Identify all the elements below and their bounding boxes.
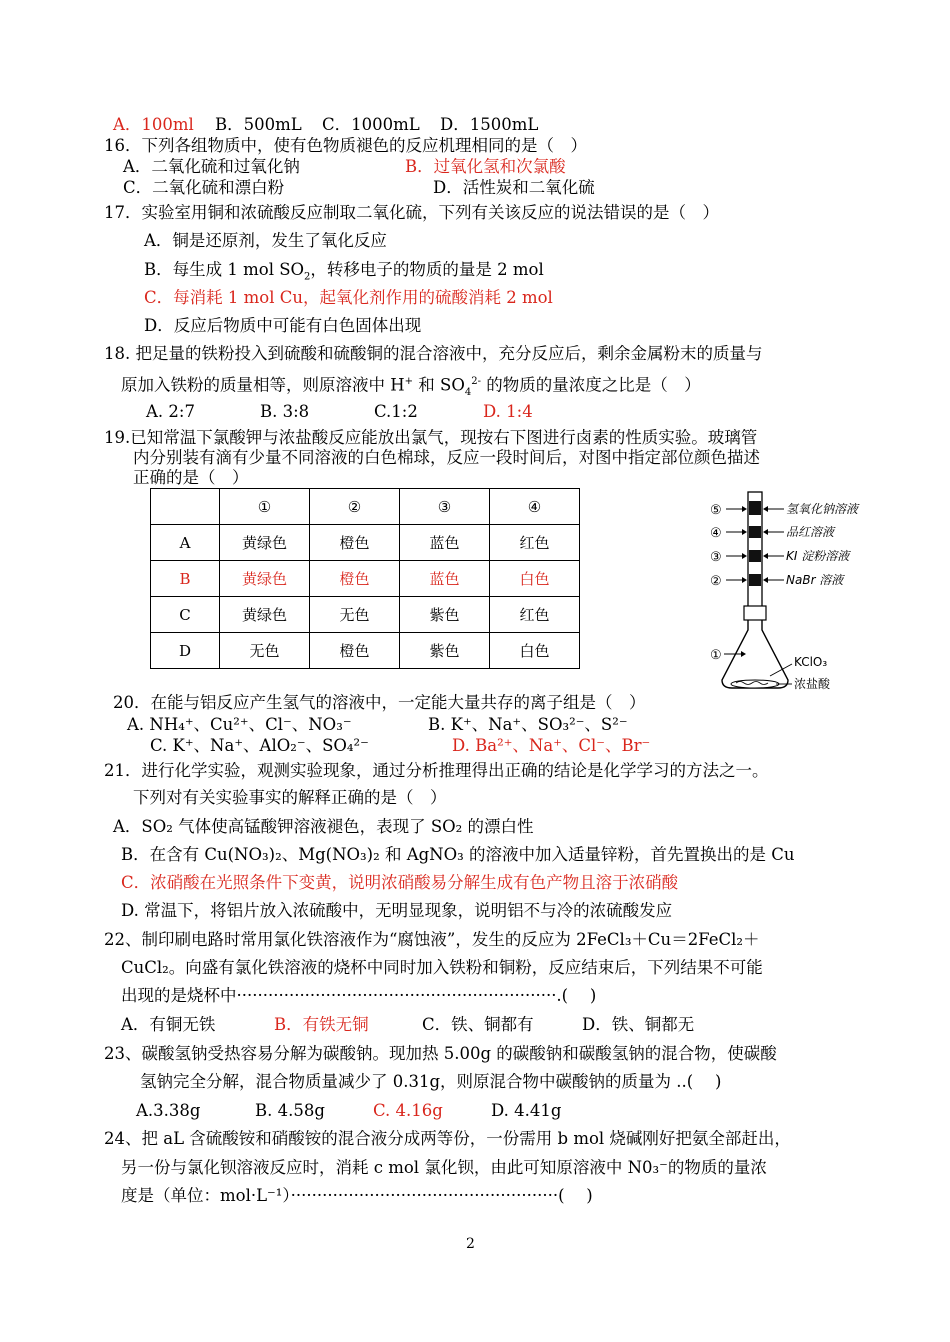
- q19-line1: 19.已知常温下氯酸钾与浓盐酸反应能放出氯气，现按右下图进行卤素的性质实验。玻璃管: [104, 428, 758, 447]
- q19-line3: 正确的是（ ）: [133, 468, 249, 487]
- q22-line2: CuCl₂。向盛有氯化铁溶液的烧杯中同时加入铁粉和铜粉，反应结束后，下列结果不可能: [121, 958, 763, 977]
- table-cell: 无色: [310, 597, 400, 633]
- q17-option-d: D．反应后物质中可能有白色固体出现: [144, 316, 422, 335]
- q21-option-d: D. 常温下，将铝片放入浓硫酸中，无明显现象，说明铝不与冷的浓硫酸发应: [121, 901, 673, 920]
- table-cell: ②: [310, 489, 400, 525]
- table-cell: A: [151, 525, 220, 561]
- q19-line2: 内分别装有滴有少量不同溶液的白色棉球，反应一段时间后，对图中指定部位颜色描述: [133, 448, 760, 467]
- table-cell: 白色: [490, 633, 580, 669]
- q23-option-d: D. 4.41g: [491, 1101, 562, 1120]
- label-4: ④: [710, 526, 722, 541]
- q18-option-c: C.1:2: [374, 402, 418, 421]
- halogen-apparatus-figure: [708, 488, 888, 698]
- label-5: ⑤: [710, 503, 722, 518]
- q17-option-c: C．每消耗 1 mol Cu，起氧化剂作用的硫酸消耗 2 mol: [144, 288, 553, 307]
- q20-option-b: B. K⁺、Na⁺、SO₃²⁻、S²⁻: [428, 715, 628, 734]
- q21-option-b: B．在含有 Cu(NO₃)₂、Mg(NO₃)₂ 和 AgNO₃ 的溶液中加入适量锌粉，首先置换出的是 Cu: [121, 845, 795, 864]
- q18-option-d: D. 1:4: [483, 402, 533, 421]
- q17-option-b: B．每生成 1 mol $SO_2$，转移电子的物质的量是 2 mol: [144, 260, 544, 283]
- q18-line1: 18. 把足量的铁粉投入到硫酸和硫酸铜的混合溶液中，充分反应后，剩余金属粉末的质量与: [104, 344, 763, 363]
- table-cell: ④: [490, 489, 580, 525]
- q24-line1: 24、把 aL 含硫酸铵和硝酸铵的混合液分成两等份，一份需用 b mol 烧碱刚好把氨全部赶出，: [104, 1129, 791, 1148]
- table-cell: C: [151, 597, 220, 633]
- q17-stem: 17．实验室用铜和浓硫酸反应制取二氧化硫，下列有关该反应的说法错误的是（ ）: [104, 203, 719, 222]
- table-cell: B: [151, 561, 220, 597]
- q16-stem: 16．下列各组物质中，使有色物质褪色的反应机理相同的是（ ）: [104, 136, 587, 155]
- nabr-label: NaBr 溶液: [786, 573, 844, 587]
- kclo3-label: KClO₃: [794, 655, 828, 669]
- label-3: ③: [710, 550, 722, 565]
- q16-option-b: B．过氧化氢和次氯酸: [405, 157, 566, 176]
- table-header-row: [151, 489, 580, 525]
- q15-option-d: D．1500mL: [440, 115, 539, 134]
- q15-option-a: A．100ml: [113, 115, 194, 134]
- q17-option-a: A．铜是还原剂，发生了氧化反应: [144, 231, 387, 250]
- q22-line3: 出现的是烧杯中·····························································.( ): [121, 986, 597, 1005]
- conc-hcl-label: 浓盐酸: [794, 677, 831, 691]
- q20-option-a: A. NH₄⁺、Cu²⁺、Cl⁻、NO₃⁻: [127, 715, 352, 734]
- q22-option-d: D．铁、铜都无: [582, 1015, 695, 1034]
- table-cell: 蓝色: [400, 561, 490, 597]
- q21-option-c: C．浓硝酸在光照条件下变黄，说明浓硝酸易分解生成有色产物且溶于浓硝酸: [121, 873, 679, 892]
- q21-line1: 21．进行化学实验，观测实验现象，通过分析推理得出正确的结论是化学学习的方法之一。: [104, 761, 769, 780]
- ki-starch-label: KI 淀粉溶液: [786, 549, 850, 563]
- q18-option-b: B. 3:8: [260, 402, 310, 421]
- table-cell: ①: [220, 489, 310, 525]
- q20-stem: 20．在能与铝反应产生氢气的溶液中，一定能大量共存的离子组是（ ）: [113, 693, 646, 712]
- table-cell: 紫色: [400, 597, 490, 633]
- q23-line2: 氢钠完全分解，混合物质量减少了 0.31g，则原混合物中碳酸钠的质量为 ..( ): [140, 1072, 722, 1091]
- q22-line1: 22、制印刷电路时常用氯化铁溶液作为“腐蚀液”，发生的反应为 2FeCl₃＋Cu＝2FeCl₂＋: [104, 930, 760, 949]
- q23-option-a: A.3.38g: [136, 1101, 201, 1120]
- label-1: ①: [710, 648, 722, 663]
- q20-option-c: C. K⁺、Na⁺、AlO₂⁻、SO₄²⁻: [150, 736, 369, 755]
- table-cell: ③: [400, 489, 490, 525]
- table-cell: [151, 489, 220, 525]
- table-row: [151, 525, 580, 561]
- q18-line2: 原加入铁粉的质量相等，则原溶液中 H+ 和 $SO_4^{2-}$ 的物质的量浓度之比是（ ）: [121, 375, 701, 398]
- table-cell: 黄绿色: [220, 597, 310, 633]
- q18-option-a: A. 2:7: [146, 402, 195, 421]
- table-row: [151, 633, 580, 669]
- table-cell: 橙色: [310, 525, 400, 561]
- q23-option-c: C. 4.16g: [373, 1101, 443, 1120]
- q22-option-c: C．铁、铜都有: [422, 1015, 534, 1034]
- q20-option-d: D. Ba²⁺、Na⁺、Cl⁻、Br⁻: [452, 736, 651, 755]
- q16-option-d: D．活性炭和二氧化硫: [433, 178, 595, 197]
- table-cell: D: [151, 633, 220, 669]
- table-cell: 黄绿色: [220, 561, 310, 597]
- table-row: [151, 597, 580, 633]
- table-cell: 橙色: [310, 561, 400, 597]
- q24-line3: 度是（单位：mol·L⁻¹）···················································( ): [121, 1186, 593, 1205]
- q23-option-b: B. 4.58g: [255, 1101, 325, 1120]
- naoh-label: 氢氧化钠溶液: [786, 502, 859, 516]
- table-cell: 无色: [220, 633, 310, 669]
- q22-option-a: A．有铜无铁: [121, 1015, 216, 1034]
- table-cell: 紫色: [400, 633, 490, 669]
- table-row-answer: [151, 561, 580, 597]
- q24-line2: 另一份与氯化钡溶液反应时，消耗 c mol 氯化钡，由此可知原溶液中 N0₃⁻的物质的量浓: [121, 1158, 767, 1177]
- table-cell: 红色: [490, 597, 580, 633]
- label-2: ②: [710, 574, 722, 589]
- page-number: 2: [466, 1236, 475, 1252]
- table-cell: 橙色: [310, 633, 400, 669]
- q15-option-b: B．500mL: [215, 115, 302, 134]
- q16-option-c: C．二氧化硫和漂白粉: [123, 178, 285, 197]
- table-cell: 白色: [490, 561, 580, 597]
- table-cell: 红色: [490, 525, 580, 561]
- q21-option-a: A．SO₂ 气体使高锰酸钾溶液褪色，表现了 SO₂ 的漂白性: [113, 817, 534, 836]
- table-cell: 黄绿色: [220, 525, 310, 561]
- q21-line2: 下列对有关实验事实的解释正确的是（ ）: [133, 788, 447, 807]
- pinhong-label: 品红溶液: [786, 525, 835, 539]
- q22-option-b: B．有铁无铜: [274, 1015, 369, 1034]
- q15-option-c: C．1000mL: [322, 115, 420, 134]
- q16-option-a: A．二氧化硫和过氧化钠: [123, 157, 300, 176]
- q19-answer-table: [150, 488, 580, 669]
- table-cell: 蓝色: [400, 525, 490, 561]
- q23-line1: 23、碳酸氢钠受热容易分解为碳酸钠。现加热 5.00g 的碳酸钠和碳酸氢钠的混合物，使碳酸: [104, 1044, 777, 1063]
